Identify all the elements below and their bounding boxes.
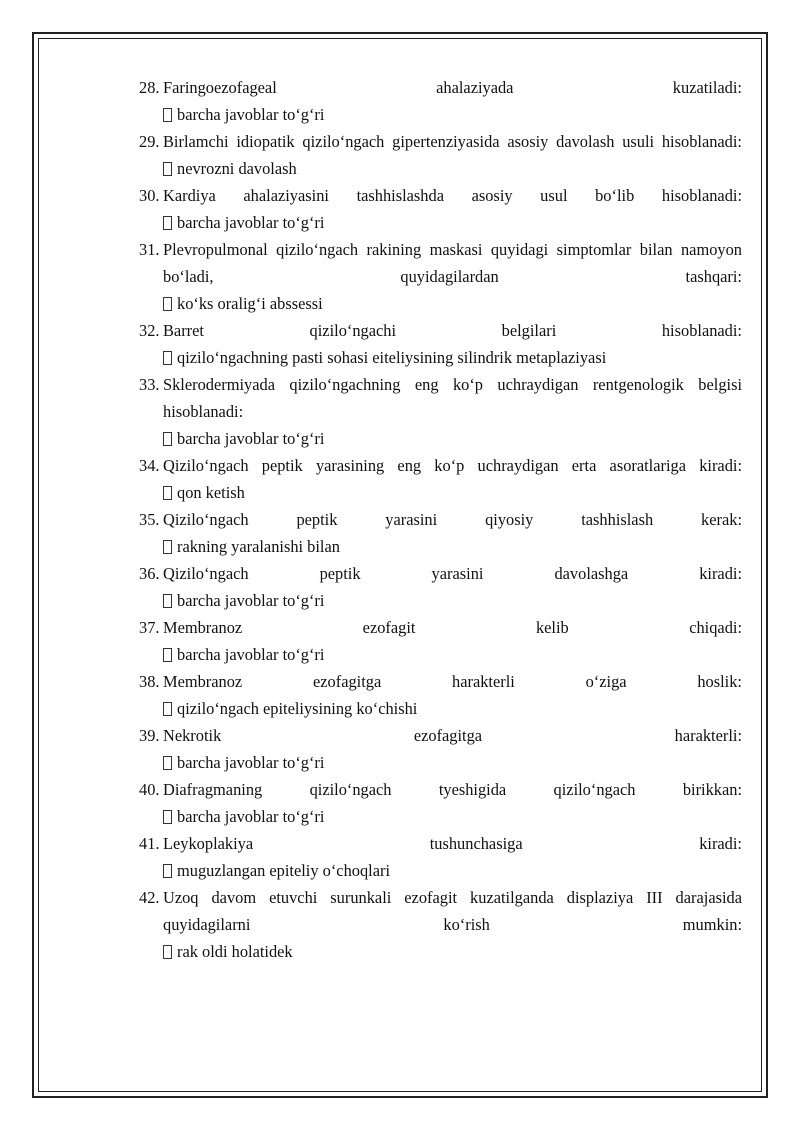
question-number: 29. (139, 132, 160, 151)
question-number: 37. (139, 618, 160, 637)
answer-text: rakning yaralanishi bilan (177, 537, 340, 556)
question-item (139, 614, 742, 641)
question-item (139, 317, 742, 344)
answer-text: barcha javoblar to‘g‘ri (177, 807, 325, 826)
checkbox-icon (163, 594, 172, 608)
question-number: 31. (139, 240, 160, 259)
answer-line (139, 803, 742, 830)
question-number: 38. (139, 672, 160, 691)
answer-text: rak oldi holatidek (177, 942, 293, 961)
answer-line (139, 695, 742, 722)
question-number: 34. (139, 456, 160, 475)
question-text: Qizilo‘ngach peptik yarasining eng ko‘p uchraydigan erta asoratlariga kiradi: (163, 456, 742, 475)
question-text: Faringoezofageal ahalaziyada kuzatiladi: (163, 78, 742, 97)
question-text: Kardiya ahalaziyasini tashhislashda asosiy usul bo‘lib hisoblanadi: (163, 186, 742, 205)
answer-text: qon ketish (177, 483, 245, 502)
answer-line (139, 479, 742, 506)
checkbox-icon (163, 810, 172, 824)
checkbox-icon (163, 702, 172, 716)
answer-text: qizilo‘ngachning pasti sohasi eiteliysining silindrik metaplaziyasi (177, 348, 607, 367)
answer-line (139, 290, 742, 317)
answer-line (139, 857, 742, 884)
answer-line (139, 101, 742, 128)
question-item (139, 74, 742, 101)
answer-text: ko‘ks oralig‘i abssessi (177, 294, 323, 313)
question-number: 32. (139, 321, 160, 340)
checkbox-icon (163, 216, 172, 230)
question-item (139, 884, 742, 938)
question-number: 35. (139, 510, 160, 529)
question-item (139, 668, 742, 695)
answer-text: muguzlangan epiteliy o‘choqlari (177, 861, 391, 880)
answer-text: barcha javoblar to‘g‘ri (177, 105, 325, 124)
question-text: Membranoz ezofagit kelib chiqadi: (163, 618, 742, 637)
answer-line (139, 533, 742, 560)
question-item (139, 371, 742, 425)
question-item (139, 236, 742, 290)
answer-line (139, 587, 742, 614)
question-text: Barret qizilo‘ngachi belgilari hisoblanadi: (163, 321, 742, 340)
checkbox-icon (163, 351, 172, 365)
checkbox-icon (163, 486, 172, 500)
answer-line (139, 938, 742, 965)
answer-line (139, 155, 742, 182)
question-item (139, 722, 742, 749)
question-item (139, 128, 742, 155)
question-text: Nekrotik ezofagitga harakterli: (163, 726, 742, 745)
question-item (139, 506, 742, 533)
answer-text: barcha javoblar to‘g‘ri (177, 213, 325, 232)
answer-line (139, 641, 742, 668)
question-item (139, 182, 742, 209)
checkbox-icon (163, 540, 172, 554)
answer-text: qizilo‘ngach epiteliysining ko‘chishi (177, 699, 418, 718)
answer-text: nevrozni davolash (177, 159, 297, 178)
question-text: Sklerodermiyada qizilo‘ngachning eng ko‘p uchraydigan rentgenologik belgisi hisoblanadi: (163, 375, 742, 421)
question-number: 36. (139, 564, 160, 583)
answer-text: barcha javoblar to‘g‘ri (177, 645, 325, 664)
answer-line (139, 425, 742, 452)
question-text: Membranoz ezofagitga harakterli o‘ziga hoslik: (163, 672, 742, 691)
question-number: 33. (139, 375, 160, 394)
question-item (139, 830, 742, 857)
question-item (139, 560, 742, 587)
answer-text: barcha javoblar to‘g‘ri (177, 429, 325, 448)
question-text: Qizilo‘ngach peptik yarasini qiyosiy tashhislash kerak: (163, 510, 742, 529)
question-number: 40. (139, 780, 160, 799)
question-text: Qizilo‘ngach peptik yarasini davolashga kiradi: (163, 564, 742, 583)
question-text: Uzoq davom etuvchi surunkali ezofagit kuzatilganda displaziya III darajasida quyidagilarni ko‘rish mumkin: (163, 888, 742, 934)
answer-text: barcha javoblar to‘g‘ri (177, 591, 325, 610)
question-item (139, 776, 742, 803)
answer-text: barcha javoblar to‘g‘ri (177, 753, 325, 772)
answer-line (139, 749, 742, 776)
checkbox-icon (163, 648, 172, 662)
question-text: Plevropulmonal qizilo‘ngach rakining maskasi quyidagi simptomlar bilan namoyon bo‘ladi, quyidagilardan tashqari: (163, 240, 742, 286)
checkbox-icon (163, 162, 172, 176)
question-list (139, 74, 742, 965)
checkbox-icon (163, 756, 172, 770)
checkbox-icon (163, 108, 172, 122)
question-number: 28. (139, 78, 160, 97)
question-number: 30. (139, 186, 160, 205)
question-number: 39. (139, 726, 160, 745)
question-text: Diafragmaning qizilo‘ngach tyeshigida qizilo‘ngach birikkan: (163, 780, 742, 799)
question-number: 42. (139, 888, 160, 907)
question-number: 41. (139, 834, 160, 853)
answer-line (139, 209, 742, 236)
question-text: Birlamchi idiopatik qizilo‘ngach gipertenziyasida asosiy davolash usuli hisoblanadi: (163, 132, 742, 151)
answer-line (139, 344, 742, 371)
question-item (139, 452, 742, 479)
question-text: Leykoplakiya tushunchasiga kiradi: (163, 834, 742, 853)
checkbox-icon (163, 945, 172, 959)
checkbox-icon (163, 432, 172, 446)
checkbox-icon (163, 297, 172, 311)
checkbox-icon (163, 864, 172, 878)
